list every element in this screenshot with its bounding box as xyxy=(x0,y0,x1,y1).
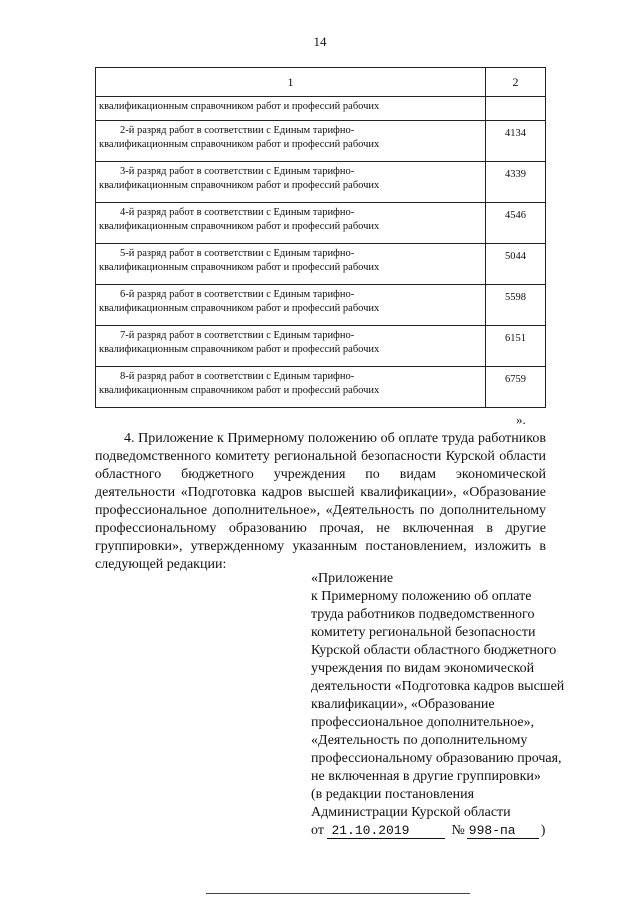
appendix-line: «Приложение xyxy=(311,571,394,586)
closing-quote: ». xyxy=(516,412,526,427)
column-header-1: 1 xyxy=(96,68,486,97)
paragraph-4 xyxy=(95,430,546,574)
resolution-date: 21.10.2019 xyxy=(327,824,445,839)
row-value: 5598 xyxy=(486,285,546,326)
appendix-line: труда работников подведомственного xyxy=(311,607,535,622)
table-row xyxy=(96,121,546,162)
row-description-line1: 6-й разряд работ в соответствии с Единым тарифно- xyxy=(120,289,355,300)
resolution-number: 998-па xyxy=(467,824,539,839)
row-description xyxy=(96,121,486,162)
table-row xyxy=(96,203,546,244)
row-description-line1: 7-й разряд работ в соответствии с Единым тарифно- xyxy=(120,330,355,341)
row-description-line2: квалификационным справочником работ и профессий рабочих xyxy=(99,221,380,232)
number-prefix: № xyxy=(451,823,465,838)
row-value: 6759 xyxy=(486,367,546,408)
table-row xyxy=(96,285,546,326)
appendix-lines xyxy=(311,570,611,822)
row-description xyxy=(96,285,486,326)
resolution-reference xyxy=(311,822,611,840)
bottom-rule xyxy=(206,893,470,894)
row-value: 4339 xyxy=(486,162,546,203)
row-description-line2: квалификационным справочником работ и профессий рабочих xyxy=(99,139,380,150)
appendix-line: к Примерному положению об оплате xyxy=(311,589,532,604)
table-row xyxy=(96,244,546,285)
continued-value-empty xyxy=(486,97,546,121)
paragraph-4-text: 4. Приложение к Примерному положению об оплате труда работников подведомственного комитету региональной безопасности Курской области областного бюджетного учреждения по видам экономической деятельности «Подготовка кадров высшей квалификации», «Образование профессиональное дополнительное», «Деятельность по дополнительному профессиональному образованию прочая, не включенная в другие группировки», утвержденному указанным постановлением, изложить в следующей редакции: xyxy=(95,431,546,572)
row-description xyxy=(96,244,486,285)
row-description-line2: квалификационным справочником работ и профессий рабочих xyxy=(99,303,380,314)
table-row xyxy=(96,326,546,367)
appendix-line: учреждения по видам экономической xyxy=(311,661,535,676)
page-number: 14 xyxy=(313,34,327,49)
table-row-continued xyxy=(96,97,546,121)
row-description xyxy=(96,367,486,408)
row-description-line2: квалификационным справочником работ и профессий рабочих xyxy=(99,344,380,355)
table-row xyxy=(96,162,546,203)
appendix-line: комитету региональной безопасности xyxy=(311,625,536,640)
row-value: 4546 xyxy=(486,203,546,244)
closing-paren: ) xyxy=(540,823,546,838)
date-prefix: от xyxy=(311,823,324,838)
row-description-line2: квалификационным справочником работ и профессий рабочих xyxy=(99,385,380,396)
row-description xyxy=(96,162,486,203)
appendix-line: (в редакции постановления xyxy=(311,787,475,802)
row-description-line2: квалификационным справочником работ и профессий рабочих xyxy=(99,180,380,191)
row-value: 5044 xyxy=(486,244,546,285)
appendix-line: квалификации», «Образование xyxy=(311,697,495,712)
row-description-line1: 5-й разряд работ в соответствии с Единым тарифно- xyxy=(120,248,355,259)
appendix-line: Администрации Курской области xyxy=(311,805,511,820)
table-row xyxy=(96,367,546,408)
appendix-line: профессиональному образованию прочая, xyxy=(311,751,562,766)
row-description-line1: 4-й разряд работ в соответствии с Единым тарифно- xyxy=(120,207,355,218)
row-value: 4134 xyxy=(486,121,546,162)
row-description-line1: 2-й разряд работ в соответствии с Единым тарифно- xyxy=(120,125,355,136)
table-header-row xyxy=(96,68,546,97)
column-header-2: 2 xyxy=(486,68,546,97)
appendix-line: Курской области областного бюджетного xyxy=(311,643,557,658)
appendix-header xyxy=(311,570,611,840)
appendix-line: не включенная в другие группировки» xyxy=(311,769,541,784)
continued-text: квалификационным справочником работ и профессий рабочих xyxy=(96,97,486,121)
row-description xyxy=(96,326,486,367)
row-description xyxy=(96,203,486,244)
row-description-line1: 3-й разряд работ в соответствии с Единым тарифно- xyxy=(120,166,355,177)
appendix-line: «Деятельность по дополнительному xyxy=(311,733,528,748)
row-description-line1: 8-й разряд работ в соответствии с Единым тарифно- xyxy=(120,371,355,382)
appendix-line: деятельности «Подготовка кадров высшей xyxy=(311,679,565,694)
wage-table xyxy=(95,67,546,408)
appendix-line: профессиональное дополнительное», xyxy=(311,715,535,730)
row-description-line2: квалификационным справочником работ и профессий рабочих xyxy=(99,262,380,273)
row-value: 6151 xyxy=(486,326,546,367)
